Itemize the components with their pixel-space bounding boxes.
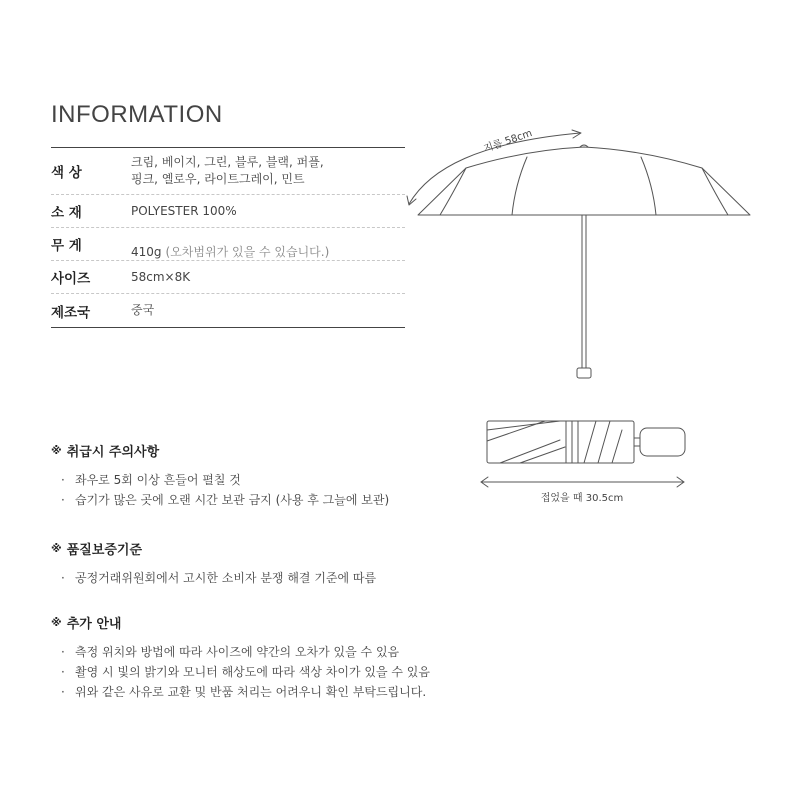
list-item: · 습기가 많은 곳에 오랜 시간 보관 금지 (사용 후 그늘에 보관) [61, 493, 390, 507]
spec-value-origin: 중국 [131, 303, 155, 317]
section-extra [51, 613, 430, 702]
umbrella-handle [577, 368, 591, 378]
spec-label-origin: 제조국 [51, 304, 91, 321]
diameter-label: 지름 58cm [482, 128, 534, 155]
section-title-text: 취급시 주의사항 [66, 445, 160, 460]
extra-list [51, 642, 430, 702]
spec-value-color: 크림, 베이지, 그린, 블루, 블랙, 퍼플, 핑크, 옐로우, 라이트그레이, 민트 [131, 155, 324, 186]
section-title-text: 품질보증기준 [66, 543, 143, 558]
folded-strap [640, 428, 685, 456]
weight-note: (오차범위가 있을 수 있습니다.) [165, 245, 330, 259]
handling-list [51, 470, 389, 510]
section-warranty [51, 539, 376, 588]
reference-mark: ※ [51, 542, 62, 555]
spec-label-weight: 무 게 [51, 238, 82, 254]
page-title: INFORMATION [51, 101, 223, 128]
spec-label-color: 색 상 [51, 165, 82, 181]
spec-value-material: POLYESTER 100% [131, 203, 237, 218]
folded-length-label: 접었을 때 30.5cm [540, 493, 624, 504]
folded-connector [634, 438, 640, 446]
umbrella-shaft [582, 215, 586, 368]
weight-value: 410g [131, 245, 162, 259]
list-item: · 공정거래위원회에서 고시한 소비자 분쟁 해결 기준에 따름 [61, 571, 377, 585]
section-warranty-title [51, 539, 376, 558]
reference-mark: ※ [51, 616, 62, 629]
section-extra-title [51, 613, 430, 632]
spec-value-size: 58cm×8K [131, 269, 191, 284]
list-item: · 측정 위치와 방법에 따라 사이즈에 약간의 오차가 있을 수 있음 [61, 645, 400, 659]
section-handling-title [51, 441, 389, 460]
list-item: · 촬영 시 빛의 밝기와 모니터 해상도에 따라 색상 차이가 있을 수 있음 [61, 665, 430, 679]
spec-label-size: 사이즈 [51, 271, 91, 287]
section-handling [51, 441, 389, 510]
list-item: · 위와 같은 사유로 교환 및 반품 처리는 어려우니 확인 부탁드립니다. [61, 685, 427, 699]
spec-label-material: 소 재 [51, 205, 82, 221]
warranty-list [51, 568, 376, 588]
section-title-text: 추가 안내 [66, 617, 122, 632]
reference-mark: ※ [51, 444, 62, 457]
list-item: · 좌우로 5회 이상 흔들어 펼칠 것 [61, 473, 241, 487]
